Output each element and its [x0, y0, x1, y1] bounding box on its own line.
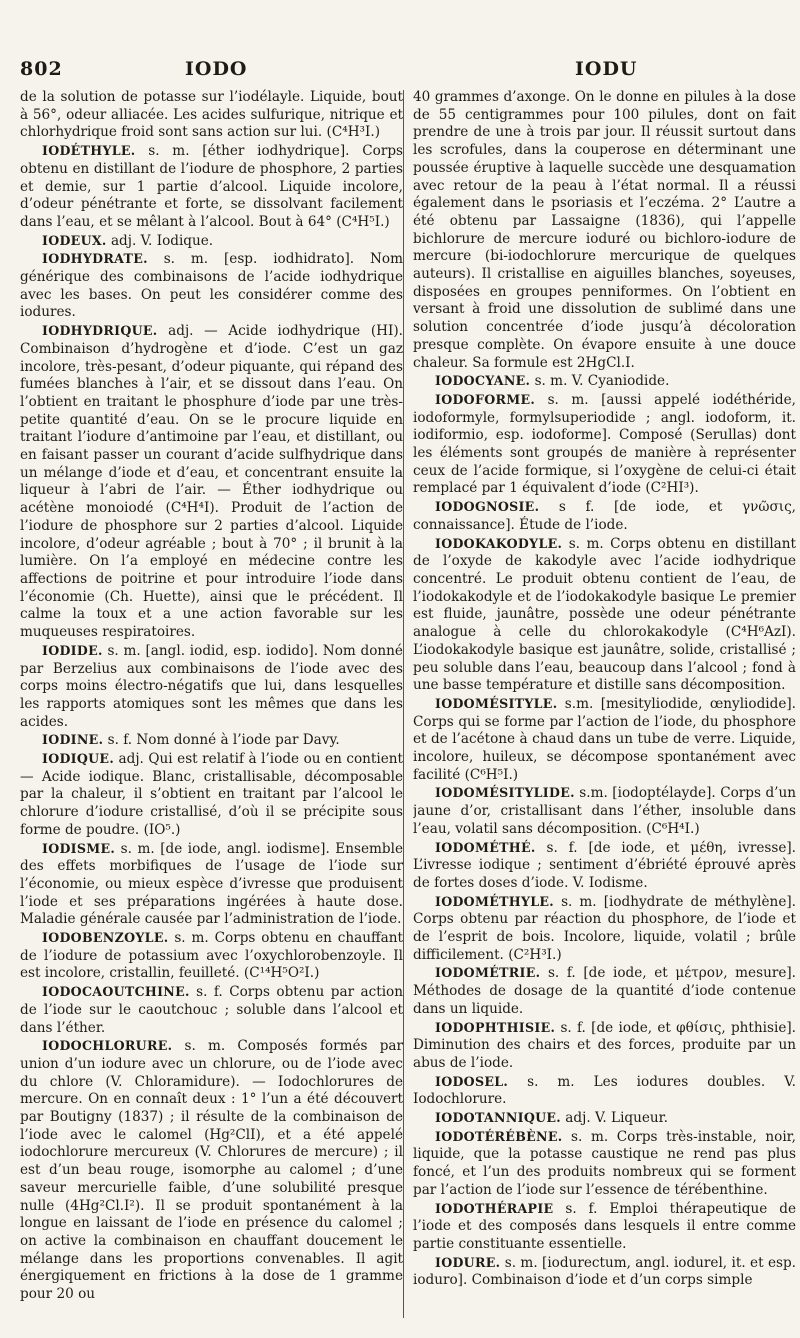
entry-text: s. m. Corps obtenu en distillant de l’oxyde de kakodyle avec l’acide iodhydrique concentré. Le produit obtenu contient de l’eau, de l’iodokakodyle et de l’iodokakodyle basique Le premier est fluide, jaunâtre, possède une odeur pénétrante analogue à celle du chlorokakodyle (C⁴H⁶AzI). L’iodokakodyle basique est jaunâtre, solide, cristallisé ; peu soluble dans l’eau, beaucoup dans l’alcool ; fond à une basse température et distille sans décomposition. [413, 535, 796, 694]
entry-headword: IODOMÉTHYLE. [435, 893, 554, 909]
entry [20, 642, 403, 732]
entry-text: de la solution de potasse sur l’iodélayle. Liquide, bout à 56°, odeur alliacée. Les acides sulfurique, nitrique et chlorhydrique froid sont sans action sur lui. (C⁴H³I.) [20, 89, 403, 141]
entry-headword: IODHYDRIQUE. [42, 323, 158, 339]
entry-text: s. m. [esp. iodhidrato]. Nom générique des combinaisons de l’acide iodhydrique avec les bases. On peut les considérer comme des iodures. [20, 251, 403, 321]
entry-text: s. f. [de iode, et μέτρον, mesure]. Méthodes de dosage de la quantité d’iode contenue dans un liquide. [413, 965, 796, 1017]
entry-headword: IODOGNOSIE. [435, 499, 540, 515]
entry [413, 695, 796, 785]
entry [20, 929, 403, 983]
entry-text: s f. [de iode, et γνῶσις, connaissance]. Étude de l’iode. [413, 499, 796, 533]
entry-text: s. m. Corps obtenu en chauffant de l’iodure de potassium avec l’oxychlorobenzoyle. Il est incolore, cristallin, feuilleté. (C¹⁴H⁵O²I.) [20, 930, 403, 982]
entry [20, 731, 403, 750]
entry-text: s. m. [iodurectum, angl. iodurel, it. et esp. ioduro]. Combinaison d’iode et d’un corps simple [413, 1254, 796, 1289]
entry [413, 839, 796, 893]
entry-headword: IODURE. [435, 1254, 501, 1270]
entry-headword: IODOTÉRÉBÈNE. [435, 1128, 563, 1144]
entry-headword: IODOCHLORURE. [42, 1038, 173, 1054]
entry [20, 983, 403, 1037]
entry-text: s. m. V. Cyaniodide. [534, 373, 670, 390]
entry-headword: IODOTANNIQUE. [435, 1110, 561, 1126]
entry-text: adj. — Acide iodhydrique (HI). Combinaison d’hydrogène et d’iode. C’est un gaz incolore, très-pesant, d’odeur piquante, qui répand des fumées blanches à l’air, et se dissout dans l’eau. On l’obtient en traitant le phosphure d’iode par une très-petite quantité d’eau. On se le procure liquide en traitant l’iodure d’antimoine par l’eau, et distillant, ou en faisant passer un courant d’acide sulfhydrique dans un mélange d’iode et d’eau, et concentrant ensuite la liqueur à l’abri de l’air. — Éther iodhydrique ou acétène monoiodé (C⁴H⁴I). Produit de l’action de l’iodure de phosphore sur 2 parties d’alcool. Liquide incolore, d’odeur agréable ; bout à 70° ; il brunit à la lumière. On l’a employé en médecine contre les affections de poitrine et pour introduire l’iode dans l’économie (Ch. Huette), ainsi que le précédent. Il calme la toux et a une action favorable sur les muqueuses respiratoires. [20, 323, 403, 641]
entry [413, 893, 796, 965]
entry [413, 1200, 796, 1254]
entry-headword: IODIQUE. [42, 751, 115, 767]
entry-headword: IODOPHTHISIE. [435, 1019, 556, 1035]
entry-headword: IODHYDRATE. [42, 251, 148, 267]
entry [413, 964, 796, 1018]
entry-text: s. m. [aussi appelé iodéthéride, iodoformyle, formylsuperiodide ; angl. iodoform, it. iodiformio, esp. iodoforme]. Composé (Serullas) dont les éléments sont groupés de manière à représenter ceux de l’acide formique, si l’oxygène de celui-ci était remplacé par 1 équivalent d’iode (C²HI³). [413, 391, 796, 497]
entry-headword: IODEUX. [42, 232, 107, 248]
entry-text: adj. V. Iodique. [110, 232, 214, 249]
entry-text: s. f. Emploi thérapeutique de l’iode et des composés dans lesquels il entre comme partie constituante essentielle. [413, 1200, 796, 1252]
entry-headword: IODOBENZOYLE. [42, 930, 169, 946]
page-number: 802 [20, 58, 63, 80]
running-head-left: IODO [185, 58, 248, 80]
entry [20, 322, 403, 642]
running-head-right: IODU [575, 58, 638, 80]
left-column [20, 88, 403, 1328]
entry-text: s. m. [de iode, angl. iodisme]. Ensemble des effets morbifiques de l’usage de l’iode sur l’économie, ou mieux espèce d’ivresse que produisent l’iode et ses préparations ingérées à haute dose. Maladie générale causée par l’administration de l’iode. [20, 840, 403, 928]
entry [413, 1254, 796, 1290]
entry-text: s. f. [de iode, et φθίσις, phthisie]. Diminution des chairs et des forces, produite par un abus de l’iode. [413, 1019, 796, 1071]
right-column [413, 88, 796, 1328]
entry [413, 784, 796, 838]
entry [413, 1128, 796, 1200]
entry [413, 1073, 796, 1109]
entry-text: s. m. Les iodures doubles. V. Iodochlorure. [413, 1073, 796, 1108]
entry [20, 1037, 403, 1304]
entry [413, 535, 796, 695]
entry-headword: IODIDE. [42, 642, 103, 658]
entry-text: s. m. [angl. iodid, esp. iodido]. Nom donné par Berzelius aux combinaisons de l’iode avec des corps moins électro-négatifs que lui, dans lesquelles les rapports atomiques sont les mêmes que dans les acides. [20, 642, 403, 730]
entry-headword: IODOMÉSITYLE. [435, 695, 558, 711]
entry [20, 142, 403, 232]
entry [20, 840, 403, 930]
entry-text: s.m. [iodoptélayde]. Corps d’un jaune d’or, cristallisant dans l’éther, insoluble dans l’eau, volatil sans décomposition. (C⁶H⁴I.) [413, 785, 796, 837]
entry [20, 250, 403, 322]
entry-text: s. f. [de iode, et μέθη, ivresse]. L’ivresse iodique ; sentiment d’ébriété éprouvé après de fortes doses d’iode. V. Iodisme. [413, 839, 796, 891]
entry [413, 1019, 796, 1073]
entry-text: s. m. Composés formés par union d’un iodure avec un chlorure, ou de l’iode avec du chlore (V. Chloramidure). — Iodochlorures de mercure. On en connaît deux : 1° l’un a été découvert par Boutigny (1837) ; il résulte de la combinaison de l’iode avec le calomel (Hg²ClI), et a été appelé iodochlorure mercureux (V. Chlorures de mercure) ; il est d’un beau rouge, isomorphe au calomel ; d’une saveur mercurielle faible, d’une solubilité presque nulle (4Hg²Cl.I²). Il se produit spontanément à la longue en laissant de l’iode en présence du calomel ; on active la combinaison en chauffant doucement le mélange dans les proportions convenables. Il agit énergiquement en frictions à la dose de 1 gramme pour 20 ou [20, 1038, 403, 1303]
entry-headword: IODÉTHYLE. [42, 143, 136, 159]
entry-text: s.m. [mesityliodide, œnyliodide]. Corps qui se forme par l’action de l’iode, du phosphore et de l’acétone à chaud dans un tube de verre. Liquide, incolore, huileux, se décompose spontanément avec facilité (C⁶H⁵I.) [413, 695, 796, 783]
entry [413, 88, 796, 372]
entry [20, 232, 403, 251]
entry [413, 372, 796, 391]
entry-headword: IODOKAKODYLE. [435, 535, 563, 551]
entry [20, 750, 403, 840]
entry-headword: IODOFORME. [435, 391, 536, 407]
entry-text: s. f. Corps obtenu par action de l’iode sur le caoutchouc ; soluble dans l’alcool et dans l’éther. [20, 984, 403, 1036]
entry-text: adj. Qui est relatif à l’iode ou en contient — Acide iodique. Blanc, cristallisable, décomposable par la chaleur, il s’obtient en traitant par l’alcool le chlorure d’iodure cristallisé, d’où il se précipite sous forme de poudre. (IO⁵.) [20, 751, 403, 838]
entry [413, 1109, 796, 1128]
entry [20, 88, 403, 142]
entry-headword: IODOCAOUTCHINE. [42, 984, 190, 1000]
entry-headword: IODOCYANE. [435, 373, 531, 389]
entry-headword: IODISME. [42, 840, 116, 856]
entry-text: 40 grammes d’axonge. On le donne en pilules à la dose de 55 centigrammes pour 100 pilules, dont on fait prendre de une à trois par jour. Il réussit surtout dans les scrofules, dans la couperose en déterminant une poussée éruptive à laquelle succède une desquamation avec retour de la peau à l’état normal. Il a réussi également dans le psoriasis et l’eczéma. 2° L’autre a été obtenu par Lassaigne (1836), qui l’appelle bichlorure de mercure ioduré ou bichloro-iodure de mercure (bi-iodochlorure mercurique de quelques auteurs). Il cristallise en aiguilles blanches, soyeuses, disposées en groupes penniformes. On l’obtient en versant à froid une dissolution de sublimé dans une solution concentrée d’iode jusqu’à décoloration presque complète. On évapore ensuite à une douce chaleur. Sa formule est 2HgCl.I. [413, 89, 796, 371]
column-divider [403, 90, 404, 1318]
entry-text: s. f. Nom donné à l’iode par Davy. [107, 732, 340, 749]
entry-headword: IODOMÉSITYLIDE. [435, 785, 575, 801]
entry-text: adj. V. Liqueur. [565, 1110, 668, 1127]
entry [413, 498, 796, 534]
entry-headword: IODOMÉTHÉ. [435, 839, 536, 855]
entry-text: s. m. [éther iodhydrique]. Corps obtenu en distillant de l’iodure de phosphore, 2 parties et demie, sur 1 partie d’alcool. Liquide incolore, d’odeur pénétrante et forte, se dissolvant facilement dans l’eau, et se mêlant à l’alcool. Bout à 64° (C⁴H⁵I.) [20, 143, 403, 230]
entry-text: s. m. Corps très-instable, noir, liquide, que la potasse caustique ne rend pas plus foncé, et l’un des produits nombreux qui se forment par l’action de l’iode sur l’essence de térébenthine. [413, 1128, 796, 1198]
entry-headword: IODOSEL. [435, 1073, 509, 1089]
entry-headword: IODOTHÉRAPIE [435, 1200, 554, 1216]
entry-headword: IODINE. [42, 732, 104, 748]
entry [413, 391, 796, 498]
entry-text: s. m. [iodhydrate de méthylène]. Corps obtenu par réaction du phosphore, de l’iode et de l’esprit de bois. Incolore, liquide, volatil ; brûle difficilement. (C²H³I.) [413, 893, 796, 963]
entry-headword: IODOMÉTRIE. [435, 965, 541, 981]
